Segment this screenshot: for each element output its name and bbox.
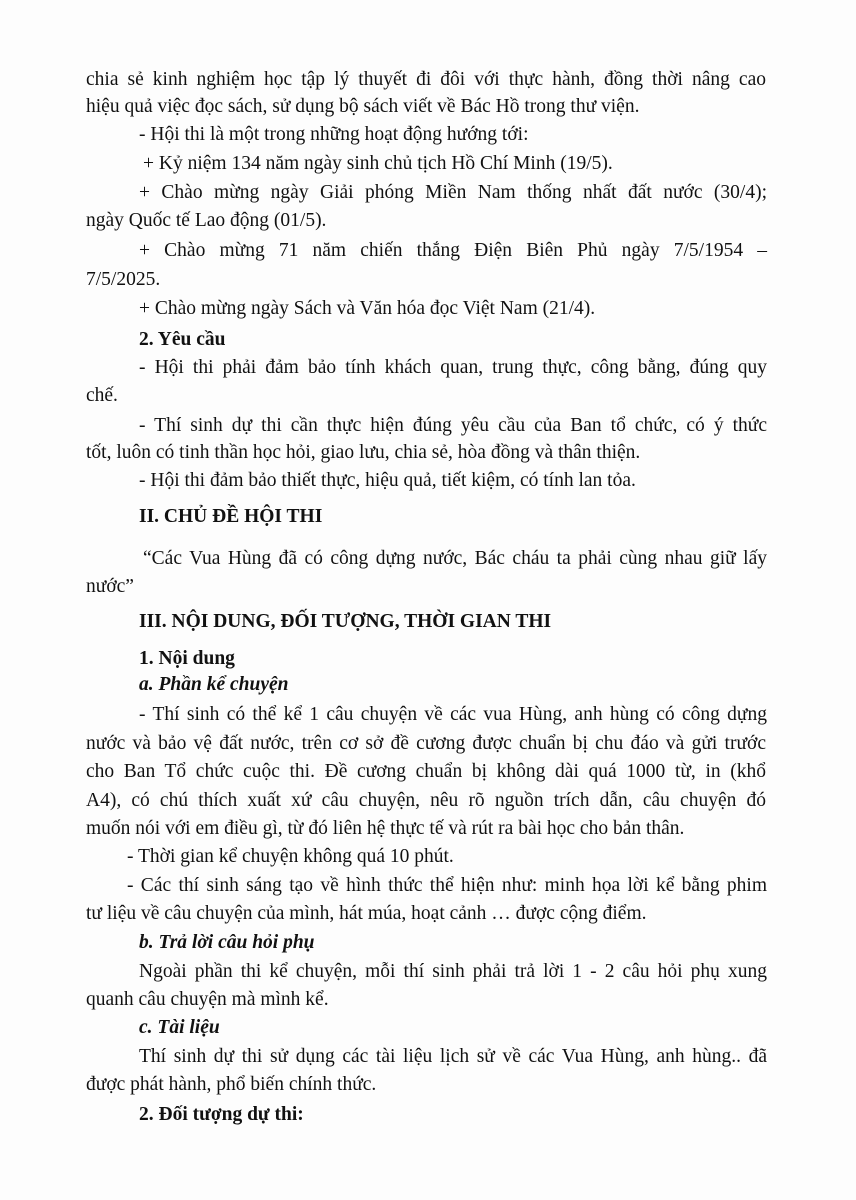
paragraph-line: nước và bảo vệ đất nước, trên cơ sở đề cương được chuẩn bị chu đáo và gửi trước [86,733,766,754]
paragraph-line: quanh câu chuyện mà mình kể. [86,989,329,1010]
subheading-materials: c. Tài liệu [139,1017,220,1038]
bullet-line: - Hội thi là một trong những hoạt động hướng tới: [139,124,529,145]
bullet-line: - Hội thi phải đảm bảo tính khách quan, trung thực, công bằng, đúng quy [139,357,767,378]
list-item: + Chào mừng 71 năm chiến thắng Điện Biên Phủ ngày 7/5/1954 – [139,240,767,261]
subheading-content: 1. Nội dung [139,648,235,669]
paragraph-line: Ngoài phần thi kể chuyện, mỗi thí sinh phải trả lời 1 - 2 câu hỏi phụ xung [139,961,767,982]
list-item-continuation: ngày Quốc tế Lao động (01/5). [86,210,327,231]
list-item-continuation: 7/5/2025. [86,269,161,290]
paragraph-line: chia sẻ kinh nghiệm học tập lý thuyết đi đôi với thực hành, đồng thời nâng cao [86,69,766,90]
bullet-line: - Các thí sinh sáng tạo về hình thức thể hiện như: minh họa lời kể bằng phim [127,875,767,896]
bullet-line: - Thí sinh dự thi cần thực hiện đúng yêu cầu của Ban tổ chức, có ý thức [139,415,767,436]
section-heading-theme: II. CHỦ ĐỀ HỘI THI [139,506,323,527]
paragraph-line: được phát hành, phổ biến chính thức. [86,1074,377,1095]
paragraph-line: A4), có chú thích xuất xứ câu chuyện, nêu rõ nguồn trích dẫn, câu chuyện đó [86,790,766,811]
subheading-extra-questions: b. Trả lời câu hỏi phụ [139,932,315,953]
bullet-line: - Hội thi đảm bảo thiết thực, hiệu quả, tiết kiệm, có tính lan tỏa. [139,470,636,491]
paragraph-line: muốn nói với em điều gì, từ đó liên hệ thực tế và rút ra bài học cho bản thân. [86,818,685,839]
theme-quote-continuation: nước” [86,576,134,597]
paragraph-line: hiệu quả việc đọc sách, sử dụng bộ sách viết về Bác Hồ trong thư viện. [86,96,640,117]
section-heading-content: III. NỘI DUNG, ĐỐI TƯỢNG, THỜI GIAN THI [139,611,552,632]
theme-quote: “Các Vua Hùng đã có công dựng nước, Bác cháu ta phải cùng nhau giữ lấy [143,548,767,569]
bullet-continuation: tư liệu về câu chuyện của mình, hát múa, hoạt cảnh … được cộng điểm. [86,903,647,924]
subheading-participants: 2. Đối tượng dự thi: [139,1104,304,1125]
list-item: + Kỷ niệm 134 năm ngày sinh chủ tịch Hồ Chí Minh (19/5). [143,153,613,174]
subheading-storytelling: a. Phần kể chuyện [139,674,289,695]
bullet-continuation: tốt, luôn có tinh thần học hỏi, giao lưu, chia sẻ, hòa đồng và thân thiện. [86,442,641,463]
bullet-line: - Thí sinh có thể kể 1 câu chuyện về các vua Hùng, anh hùng có công dựng [139,704,767,725]
paragraph-line: cho Ban Tổ chức cuộc thi. Đề cương chuẩn bị không dài quá 1000 từ, in (khổ [86,761,766,782]
list-item: + Chào mừng ngày Sách và Văn hóa đọc Việt Nam (21/4). [139,298,596,319]
bullet-line: - Thời gian kể chuyện không quá 10 phút. [127,846,454,867]
section-heading-requirements: 2. Yêu cầu [139,329,226,350]
paragraph-line: Thí sinh dự thi sử dụng các tài liệu lịch sử về các Vua Hùng, anh hùng.. đã [139,1046,767,1067]
bullet-continuation: chế. [86,385,118,406]
list-item: + Chào mừng ngày Giải phóng Miền Nam thống nhất đất nước (30/4); [139,182,767,203]
